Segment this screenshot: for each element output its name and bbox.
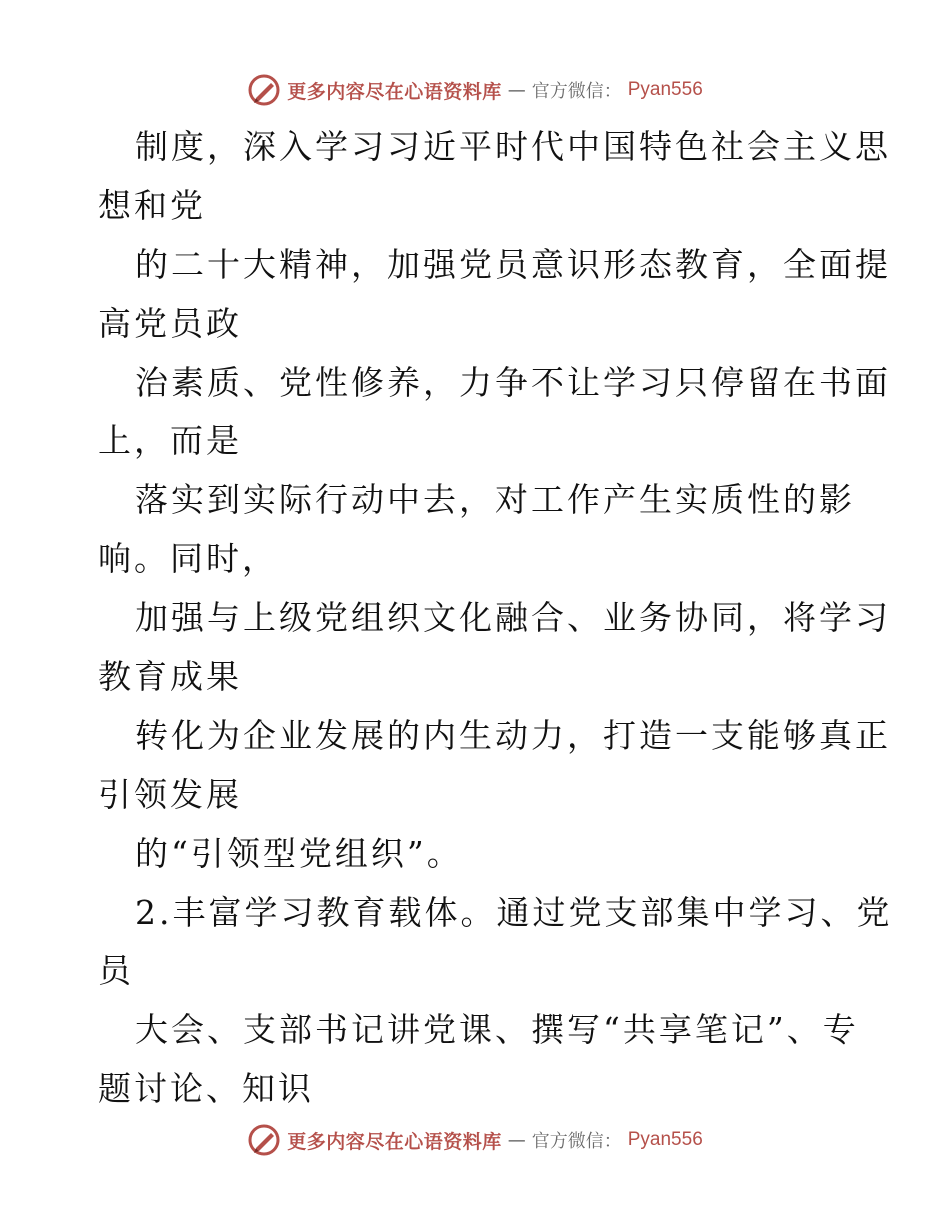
text-line: 治素质、党性修养，力争不让学习只停留在书面 <box>135 362 891 402</box>
header-banner <box>0 70 950 110</box>
banner-wechat-id: Pyan556 <box>627 1129 703 1150</box>
document-body <box>98 118 893 1119</box>
text-line: 上，而是 <box>98 421 242 461</box>
text-line: 响。同时， <box>98 539 278 579</box>
banner-wechat-id: Pyan556 <box>627 79 703 100</box>
pen-logo-icon <box>247 1123 281 1157</box>
banner-separator: — <box>507 79 526 101</box>
text-line: 教育成果 <box>98 657 242 697</box>
banner-separator: — <box>507 1129 526 1151</box>
text-line: 落实到实际行动中去，对工作产生实质性的影 <box>135 480 855 520</box>
footer-banner <box>0 1120 950 1160</box>
text-line: 题讨论、知识 <box>98 1069 314 1109</box>
text-line: 员 <box>98 951 134 991</box>
banner-wechat-label: 官方微信： <box>531 81 622 102</box>
banner-wechat-label: 官方微信： <box>531 1131 622 1152</box>
text-line: 大会、支部书记讲党课、撰写“共享笔记”、专 <box>135 1010 859 1050</box>
text-line: 的“引领型党组织”。 <box>135 833 463 873</box>
text-line: 引领发展 <box>98 774 242 814</box>
text-line: 的二十大精神，加强党员意识形态教育，全面提 <box>135 244 891 284</box>
text-line: 制度，深入学习习近平时代中国特色社会主义思 <box>135 127 891 166</box>
text-line: 2.丰富学习教育载体。通过党支部集中学习、党 <box>135 892 893 932</box>
text-line: 想和党 <box>98 185 206 225</box>
text-line: 加强与上级党组织文化融合、业务协同，将学习 <box>135 598 891 638</box>
text-line: 转化为企业发展的内生动力，打造一支能够真正 <box>135 715 891 755</box>
pen-logo-icon <box>247 73 281 107</box>
banner-brand-text: 更多内容尽在心语资料库 <box>287 1130 502 1153</box>
banner-brand-text: 更多内容尽在心语资料库 <box>287 80 502 103</box>
text-line: 高党员政 <box>98 303 242 343</box>
